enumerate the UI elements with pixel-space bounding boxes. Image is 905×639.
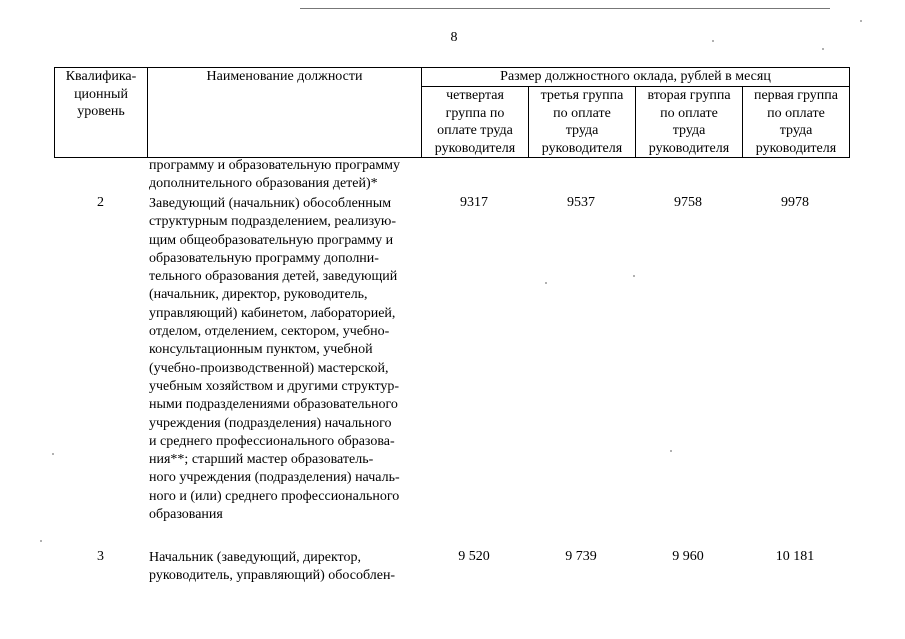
continuation-text: программу и образовательную программу дополнительного образования детей)* [149, 158, 401, 192]
scan-speck [860, 20, 862, 22]
header-position-name: Наименование должности [148, 68, 422, 158]
header-group-4: четвертая группа по оплате труда руководителя [422, 87, 529, 158]
scan-speck [822, 48, 824, 50]
header-salary: Размер должностного оклада, рублей в месяц [422, 68, 850, 87]
row-level: 2 [97, 195, 104, 210]
header-group-3: третья группа по оплате труда руководителя [529, 87, 636, 158]
row-position-name: Начальник (заведующий, директор, руководитель, управляющий) обособлен- [149, 550, 396, 584]
scan-speck [670, 450, 672, 452]
page-number: 8 [450, 30, 458, 45]
scan-speck [712, 40, 714, 42]
row-value-group-3: 9 739 [565, 549, 597, 564]
row-value-group-2: 9 960 [672, 549, 704, 564]
row-value-group-4: 9 520 [458, 549, 490, 564]
header-level: Квалифика- ционный уровень [55, 68, 148, 158]
scan-speck [40, 540, 42, 542]
header-group-1: первая группа по оплате труда руководителя [743, 87, 850, 158]
row-position-name: Заведующий (начальник) обособленным структурным подразделением, реализую- щим общеобразовательную программу и образовательную программу дополни- тельного образования детей, заведующий (начальник, директор, руководитель, управляющий) кабинетом, лабораторией, отделом, отделением, сектором, учебно- консультационным пунктом, учебной (учебно-производственной) мастерской, учебным хозяйством и другими структур- ными подразделениями образовательного учреждения (подразделения) начального и среднего профессионального образова- ния**; старший мастер образователь- ного учреждения (подразделения) началь- ного и (или) среднего профессионального образования [149, 196, 400, 523]
scan-speck [545, 282, 547, 284]
row-value-group-1: 10 181 [775, 549, 815, 564]
header-group-2: вторая группа по оплате труда руководителя [636, 87, 743, 158]
row-value-group-1: 9978 [781, 195, 809, 210]
row-value-group-4: 9317 [460, 195, 488, 210]
row-value-group-2: 9758 [674, 195, 702, 210]
scan-speck [633, 275, 635, 277]
scan-top-line [300, 8, 830, 9]
row-level: 3 [97, 549, 104, 564]
row-value-group-3: 9537 [567, 195, 595, 210]
scan-speck [52, 453, 54, 455]
salary-table-header [54, 67, 850, 158]
